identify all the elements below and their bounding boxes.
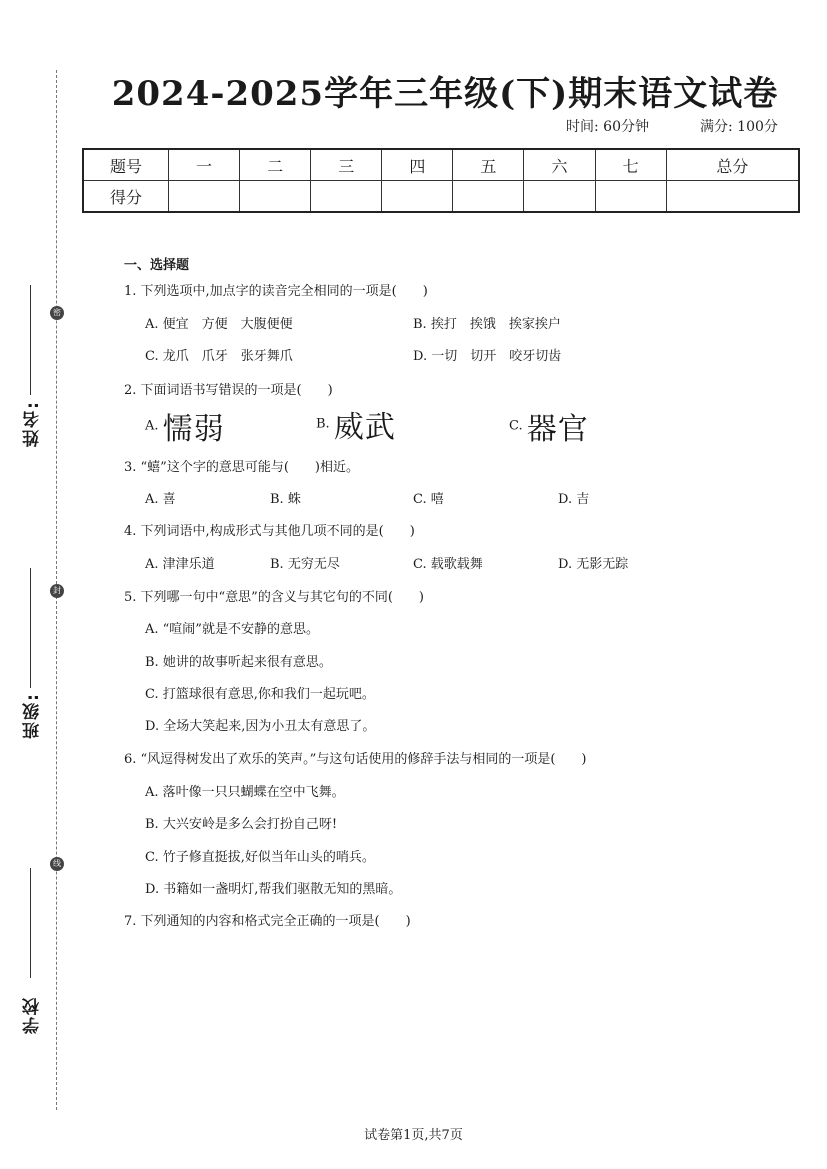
column-header: 五: [453, 149, 524, 181]
option: D. 一切 切开 咬牙切齿: [413, 349, 562, 364]
option-letter: B.: [316, 416, 330, 432]
column-header: 三: [311, 149, 382, 181]
question-stem: 6. “风逗得树发出了欢乐的笑声。”与这句话使用的修辞手法与相同的一项是( ): [124, 752, 587, 767]
option: B. 蛛: [270, 492, 301, 507]
option: B. 大兴安岭是多么会打扮自己呀!: [145, 817, 338, 832]
question-stem: 2. 下面词语书写错误的一项是( ): [124, 383, 333, 398]
option: B. 无穷无尽: [270, 557, 340, 572]
option: A. 喜: [145, 492, 176, 507]
column-header: 总分: [666, 149, 799, 181]
option: C. 打篮球很有意思,你和我们一起玩吧。: [145, 687, 375, 702]
table-row: [83, 181, 799, 213]
column-header: 六: [524, 149, 595, 181]
class-label: 班级:: [23, 692, 43, 739]
class-line: [30, 568, 31, 688]
option: C. 竹子修直挺拔,好似当年山头的哨兵。: [145, 850, 375, 865]
option: [509, 404, 589, 448]
option: C. 载歌载舞: [413, 557, 483, 572]
option: B. 挨打 挨饿 挨家挨户: [413, 317, 561, 332]
page-title: 2024-2025学年三年级(下)期末语文试卷: [111, 74, 779, 114]
option: D. 无影无踪: [558, 557, 629, 572]
column-header: 一: [169, 149, 240, 181]
column-header: 二: [240, 149, 311, 181]
option: A. 便宜 方便 大腹便便: [145, 317, 293, 332]
row-header: 得分: [83, 181, 169, 213]
option: B. 她讲的故事听起来很有意思。: [145, 655, 332, 670]
option-word: 懦弱: [162, 412, 225, 447]
exam-time: 时间: 60分钟: [566, 119, 649, 135]
option: [145, 404, 225, 448]
binding-margin: [0, 0, 80, 1169]
score-cell[interactable]: [311, 181, 382, 213]
option-word: 威武: [333, 410, 396, 445]
school-line: [30, 868, 31, 978]
page-footer: 试卷第1页,共7页: [364, 1128, 463, 1143]
score-cell[interactable]: [524, 181, 595, 213]
option-word: 器官: [526, 412, 589, 447]
score-table: [82, 148, 800, 213]
question-stem: 4. 下列词语中,构成形式与其他几项不同的是( ): [124, 524, 415, 539]
option: [316, 402, 396, 446]
option: D. 书籍如一盏明灯,帮我们驱散无知的黑暗。: [145, 882, 402, 897]
score-cell[interactable]: [382, 181, 453, 213]
score-cell[interactable]: [666, 181, 799, 213]
column-header: 四: [382, 149, 453, 181]
name-line: [30, 285, 31, 395]
seal-mark: 封: [50, 584, 64, 598]
option: A. “喧闹”就是不安静的意思。: [145, 622, 319, 637]
option: A. 津津乐道: [145, 557, 215, 572]
score-cell[interactable]: [453, 181, 524, 213]
option: D. 吉: [558, 492, 590, 507]
option: D. 全场大笑起来,因为小丑太有意思了。: [145, 719, 376, 734]
table-row: [83, 149, 799, 181]
score-cell[interactable]: [595, 181, 666, 213]
seal-mark: 线: [50, 857, 64, 871]
school-label: 学校: [23, 996, 43, 1034]
option: A. 落叶像一只只蝴蝶在空中飞舞。: [145, 785, 345, 800]
name-label: 姓名:: [23, 400, 43, 447]
score-cell[interactable]: [169, 181, 240, 213]
section-heading: 一、选择题: [124, 258, 190, 273]
question-stem: 3. “蟢”这个字的意思可能与( )相近。: [124, 460, 359, 475]
question-stem: 7. 下列通知的内容和格式完全正确的一项是( ): [124, 914, 411, 929]
option-letter: A.: [145, 418, 159, 434]
question-stem: 1. 下列选项中,加点字的读音完全相同的一项是( ): [124, 284, 428, 299]
score-cell[interactable]: [240, 181, 311, 213]
question-stem: 5. 下列哪一句中“意思”的含义与其它句的不同( ): [124, 590, 424, 605]
option: C. 龙爪 爪牙 张牙舞爪: [145, 349, 293, 364]
column-header: 七: [595, 149, 666, 181]
option: C. 嘻: [413, 492, 444, 507]
seal-mark: 密: [50, 306, 64, 320]
full-score: 满分: 100分: [700, 119, 778, 135]
option-letter: C.: [509, 418, 523, 434]
row-header: 题号: [83, 149, 169, 181]
